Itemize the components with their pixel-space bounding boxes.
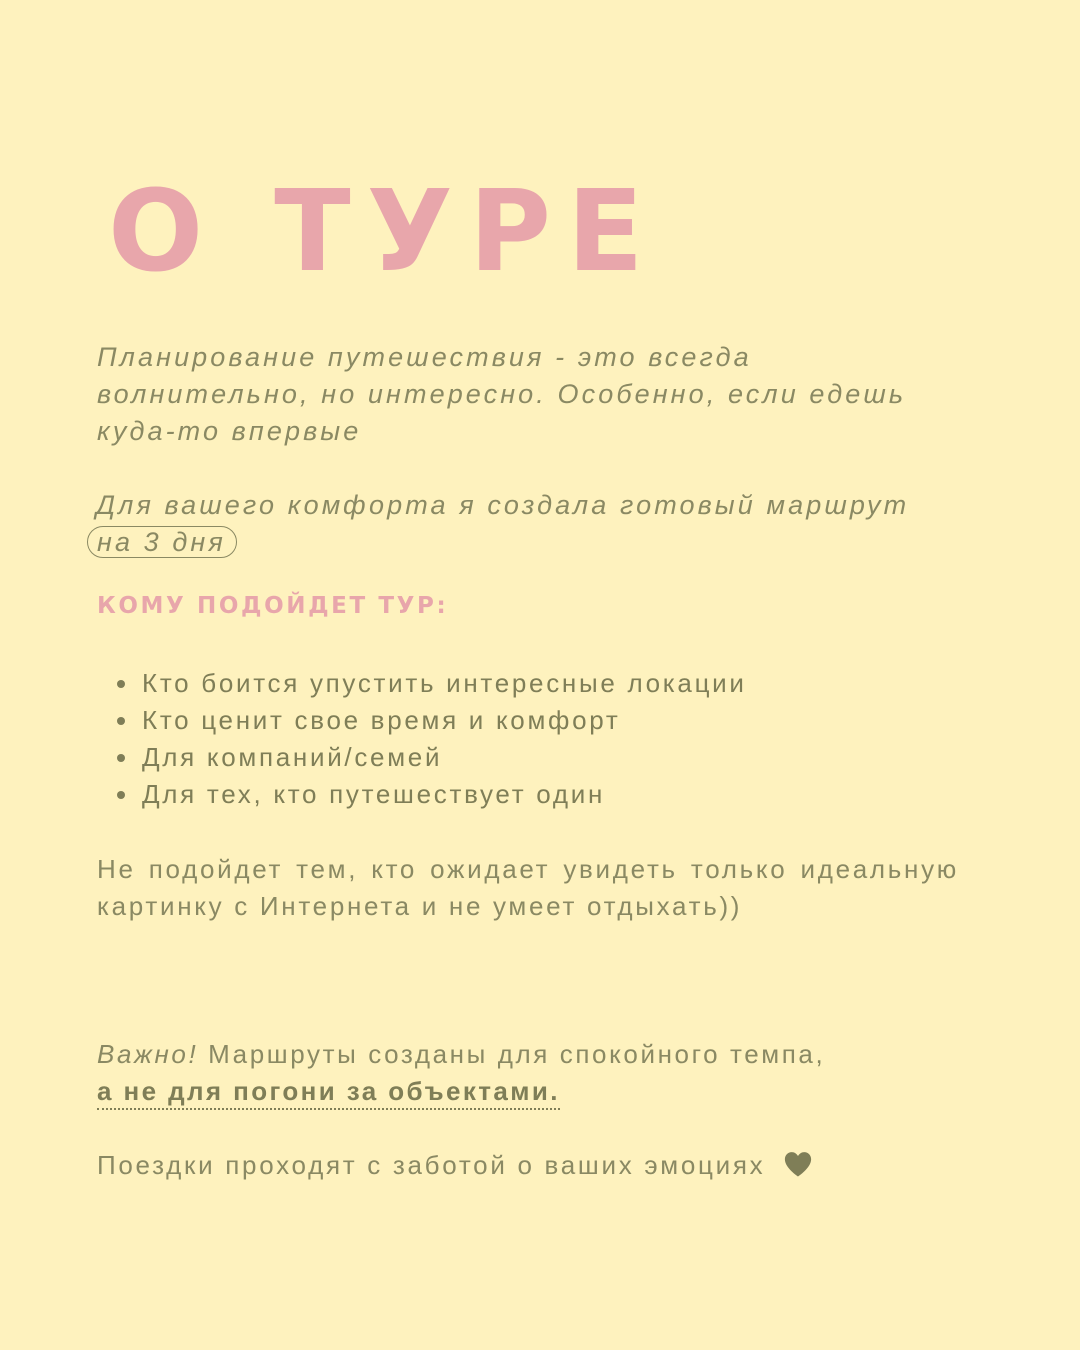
important-note <box>97 1036 977 1110</box>
list-item <box>115 665 747 702</box>
important-text: Маршруты созданы для спокойного темпа, <box>208 1039 826 1069</box>
list-item-text: Кто ценит свое время и комфорт <box>142 705 621 735</box>
comfort-text <box>96 487 966 561</box>
comfort-sentence: Для вашего комфорта я создала готовый маршрут <box>96 490 910 520</box>
list-item <box>115 776 747 813</box>
not-suited-text: Не подойдет тем, кто ожидает увидеть только идеальную картинку с Интернета и не умеет отдыхать)) <box>97 854 959 921</box>
bullet-icon <box>117 791 125 799</box>
closing-sentence: Поездки проходят с заботой о ваших эмоциях <box>97 1150 766 1180</box>
bullet-icon <box>117 754 125 762</box>
important-emphasis: а не для погони за объектами. <box>97 1076 560 1110</box>
closing-text <box>97 1146 813 1184</box>
duration-highlight: на 3 дня <box>87 526 237 558</box>
list-item-text: Кто боится упустить интересные локации <box>142 668 747 698</box>
list-item <box>115 739 747 776</box>
bullet-icon <box>117 717 125 725</box>
list-item <box>115 702 747 739</box>
page-title: О ТУРЕ <box>108 167 660 297</box>
intro-text: Планирование путешествия - это всегда волнительно, но интересно. Особенно, если едешь куда-то впервые <box>97 342 907 446</box>
list-item-text: Для компаний/семей <box>142 742 443 772</box>
who-suits-heading: КОМУ ПОДОЙДЕТ ТУР: <box>97 593 449 619</box>
who-suits-list <box>115 665 747 813</box>
bullet-icon <box>117 680 125 688</box>
heart-icon <box>783 1150 813 1178</box>
important-lead: Важно! <box>97 1039 199 1069</box>
list-item-text: Для тех, кто путешествует один <box>142 779 606 809</box>
